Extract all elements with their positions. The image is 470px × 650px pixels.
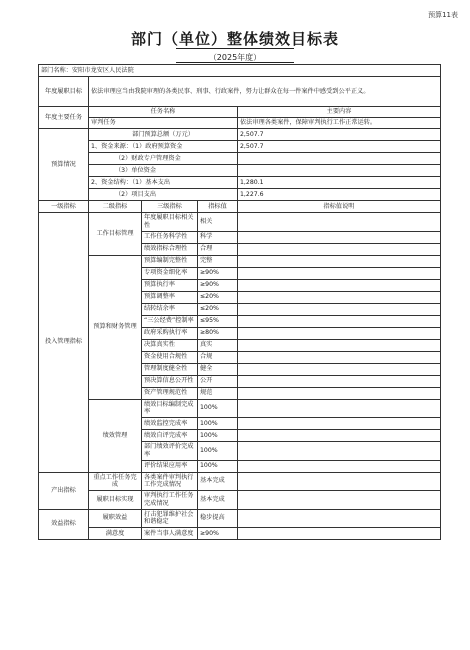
page-title: 部门（单位）整体绩效目标表 (130, 30, 339, 48)
indicator-name: 工作任务科学性 (142, 231, 198, 243)
budget-row-label: 部门预算总额（万元） (89, 129, 238, 141)
indicator-name: 预算执行率 (142, 279, 198, 291)
indicator-name: 年度履职目标相关性 (142, 213, 198, 232)
budget-row-value: 2,507.7 (238, 129, 441, 141)
indicator-desc (238, 327, 441, 339)
budget-row-label: （2）财政专户管理资金 (89, 153, 238, 165)
output-level2: 重点工作任务完成 (89, 472, 142, 491)
finance-management-label: 预算和财务管理 (89, 255, 142, 399)
indicator-value: ≥90% (198, 267, 238, 279)
task-head-name: 任务名称 (89, 107, 238, 118)
output-indicator-label: 产出指标 (39, 472, 89, 509)
indicator-value: ≥90% (198, 528, 238, 540)
indicator-name: 各类案件审判执行工作完成情况 (142, 472, 198, 491)
indicator-value: 合理 (198, 243, 238, 255)
indicator-name: 结转结余率 (142, 303, 198, 315)
indicator-name: 绩效监控完成率 (142, 418, 198, 430)
indicator-name: 管理制度健全性 (142, 363, 198, 375)
head-description: 指标值说明 (238, 201, 441, 213)
indicator-name: 案件当事人满意度 (142, 528, 198, 540)
indicator-value: 100% (198, 460, 238, 472)
budget-row-label: 2、资金结构：（1）基本支出 (89, 177, 238, 189)
duty-label: 年度履职目标 (39, 77, 89, 107)
indicator-value: 真实 (198, 339, 238, 351)
head-level3: 三级指标 (142, 201, 198, 213)
indicator-desc (238, 255, 441, 267)
indicator-desc (238, 243, 441, 255)
indicator-name: 绩效目标编制完成率 (142, 399, 198, 418)
indicator-value: 基本完成 (198, 472, 238, 491)
indicator-desc (238, 375, 441, 387)
indicator-name: 预算编制完整性 (142, 255, 198, 267)
indicator-desc (238, 351, 441, 363)
indicator-desc (238, 339, 441, 351)
indicator-value: 100% (198, 399, 238, 418)
indicator-name: 绩效指标合理性 (142, 243, 198, 255)
indicator-name: 部门绩效评价完成率 (142, 442, 198, 461)
task-name: 审判任务 (89, 118, 238, 129)
task-label: 年度主要任务 (39, 107, 89, 129)
indicator-value: 完整 (198, 255, 238, 267)
budget-row-value: 1,280.1 (238, 177, 441, 189)
effect-level2: 履职效益 (89, 509, 142, 528)
indicator-value: 100% (198, 430, 238, 442)
task-content: 依法审理各类案件，保障审判执行工作正常运转。 (238, 118, 441, 129)
title-rule-top (176, 48, 294, 49)
indicator-value: 公开 (198, 375, 238, 387)
budget-row-value: 2,507.7 (238, 141, 441, 153)
head-value: 指标值 (198, 201, 238, 213)
indicator-name: 政府采购执行率 (142, 327, 198, 339)
indicator-desc (238, 460, 441, 472)
indicator-value: 健全 (198, 363, 238, 375)
indicator-desc (238, 303, 441, 315)
indicator-name: 决算真实性 (142, 339, 198, 351)
indicator-desc (238, 442, 441, 461)
performance-table (38, 64, 441, 540)
indicator-name: 预决算信息公开性 (142, 375, 198, 387)
dept-name: 部门名称：安阳市龙安区人民法院 (39, 65, 441, 77)
year-label: （2025年度） (208, 53, 262, 62)
budget-row-value (238, 165, 441, 177)
indicator-name: 资金使用合规性 (142, 351, 198, 363)
budget-row-label: （3）单位资金 (89, 165, 238, 177)
work-target-label: 工作目标管理 (89, 213, 142, 256)
indicator-value: ≤95% (198, 315, 238, 327)
indicator-desc (238, 231, 441, 243)
indicator-desc (238, 399, 441, 418)
input-indicator-label: 投入管理指标 (39, 213, 89, 473)
indicator-value: 合规 (198, 351, 238, 363)
indicator-name: “三公经费”控制率 (142, 315, 198, 327)
indicator-desc (238, 291, 441, 303)
indicator-desc (238, 430, 441, 442)
indicator-value: 100% (198, 418, 238, 430)
indicator-name: 打击犯罪维护社会和谐稳定 (142, 509, 198, 528)
indicator-name: 评价结果应用率 (142, 460, 198, 472)
output-level2: 履职目标实现 (89, 491, 142, 510)
effect-level2: 满意度 (89, 528, 142, 540)
performance-management-label: 绩效管理 (89, 399, 142, 472)
indicator-desc (238, 387, 441, 399)
indicator-value: 相关 (198, 213, 238, 232)
budget-row-value: 1,227.6 (238, 189, 441, 201)
title-rule-bottom (176, 62, 294, 63)
indicator-name: 专项资金细化率 (142, 267, 198, 279)
budget-row-label: 1、资金来源：（1）政府预算资金 (89, 141, 238, 153)
indicator-value: ≤20% (198, 303, 238, 315)
indicator-name: 绩效自评完成率 (142, 430, 198, 442)
indicator-desc (238, 472, 441, 491)
indicator-name: 审判执行工作任务完成情况 (142, 491, 198, 510)
effect-indicator-label: 效益指标 (39, 509, 89, 540)
indicator-value: 基本完成 (198, 491, 238, 510)
indicator-desc (238, 315, 441, 327)
budget-label: 预算情况 (39, 129, 89, 201)
page-tag: 预算11表 (428, 11, 458, 19)
indicator-desc (238, 279, 441, 291)
head-level1: 一级指标 (39, 201, 89, 213)
indicator-value: 稳步提高 (198, 509, 238, 528)
indicator-desc (238, 491, 441, 510)
indicator-value: 规范 (198, 387, 238, 399)
indicator-desc (238, 418, 441, 430)
duty-text: 依法审理应当由我院审理的各类民事、刑事、行政案件，努力让群众在每一件案件中感受到公平正义。 (89, 77, 441, 107)
indicator-value: 科学 (198, 231, 238, 243)
indicator-name: 资产管理规范性 (142, 387, 198, 399)
budget-row-label: （2）项目支出 (89, 189, 238, 201)
head-level2: 二级指标 (89, 201, 142, 213)
indicator-value: ≥80% (198, 327, 238, 339)
indicator-desc (238, 213, 441, 232)
indicator-value: ≤20% (198, 291, 238, 303)
task-head-content: 主要内容 (238, 107, 441, 118)
indicator-desc (238, 267, 441, 279)
indicator-name: 预算调整率 (142, 291, 198, 303)
budget-row-value (238, 153, 441, 165)
indicator-desc (238, 363, 441, 375)
indicator-value: 100% (198, 442, 238, 461)
indicator-desc (238, 509, 441, 528)
indicator-value: ≥90% (198, 279, 238, 291)
indicator-desc (238, 528, 441, 540)
